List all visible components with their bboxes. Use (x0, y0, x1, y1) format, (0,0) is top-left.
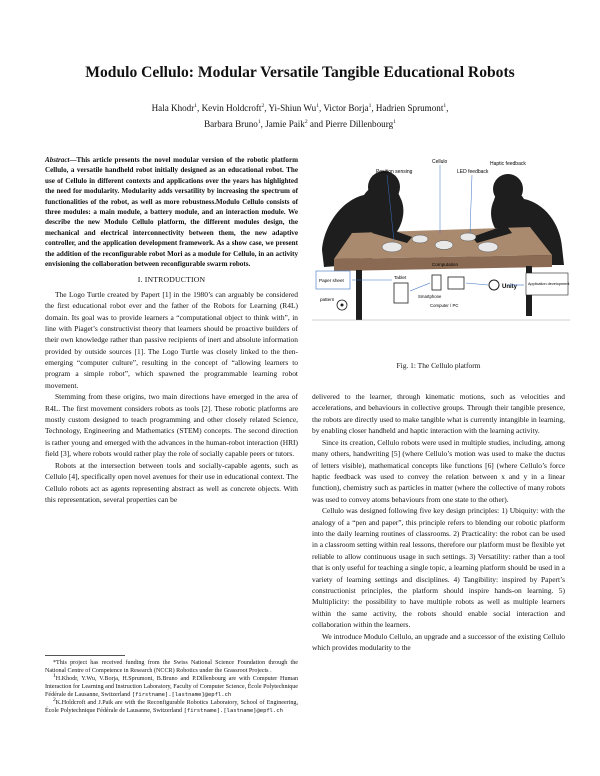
footnote-text: H.Khodr, Y.Wu, V.Borja, H.Sprumont, B.Bruno and P.Dillenbourg are with Computer Human Interaction for Learning and Instruction Laboratory, Faculty of Computer Science, École Polytechnique Fédérale de Lausanne, Switzerland (45, 676, 298, 699)
label-pattern: pattern (320, 297, 335, 302)
author-line-2 (90, 116, 510, 132)
intro-paragraph: Stemming from these origins, two main directions have emerged in the area of R4L. The first movement considers robots as tools [2]. These robotic platforms are mostly custom designed to teach programming and other closely related Science, Technology, Engineering and Mathematics (STEM) concepts. The second direction is rather young and emerged with the advances in the human-robot interaction (HRI) field [3], where robots would rather play the role of socially capable peers or tutors. (45, 392, 298, 459)
label-position-sensing: Position sensing (376, 169, 413, 175)
footnote-affiliation-1 (45, 675, 298, 699)
abstract-dash: — (69, 156, 77, 164)
affiliation-mark: 1 (257, 118, 261, 125)
intro-paragraph: The Logo Turtle created by Papert [1] in the 1980’s can arguably be considered the first educational robot ever and the father of the Robots for Learning (R4L) domain. Its goal was to provide learners a “computational object to think with”, in line with Piaget’s constructivist theory that learners should be proactive builders of their own knowledge rather than passive recipients of inert and absolute information provided by outside sources [1]. The Logo Turtle was closely linked to the then-emerging “computer culture”, resulting in the concept of “allowing learners to program a simple robot”, which spawned the programmable learning robot movement. (45, 289, 298, 390)
section-heading-introduction: I. INTRODUCTION (137, 275, 206, 285)
author-name: Pierre Dillenbourg (325, 119, 394, 129)
left-column (45, 155, 298, 506)
footnote-mark: 1 (53, 673, 56, 680)
intro-paragraph: delivered to the learner, through kinematic motions, such as velocities and accelerations, and behaviours in collective groups. Through their tangible presence, the robots are directly used to make tangible what is currently intangible in learning, by enabling closer handheld and haptic interaction with the learning activity. (312, 392, 565, 436)
paper-title: Modulo Cellulo: Modular Versatile Tangible Educational Robots (85, 64, 515, 81)
affiliation-mark: 1 (368, 102, 372, 109)
label-app-dev: Application development (528, 282, 570, 286)
label-smartphone: Smartphone (418, 294, 442, 299)
right-column (312, 391, 565, 654)
label-cellulo: Cellulo (432, 159, 448, 165)
abstract-lead: Abstract (45, 156, 70, 164)
footnote-text: K.Holdcroft and J.Paik are with the Reconfigurable Robotics Laboratory, School of Engineering, École Polytechnique Fédérale de Lausanne, Switzerland (45, 700, 298, 715)
footnote-mark: 2 (53, 697, 56, 704)
footnote-email: [firstname].[lastname]@epfl.ch (131, 692, 232, 699)
intro-paragraph: We introduce Modulo Cellulo, an upgrade and a successor of the existing Cellulo which provides modularity to the (312, 631, 565, 653)
affiliation-mark: 2 (304, 118, 308, 125)
label-unity: Unity (502, 284, 517, 290)
author-name: Hadrien Sprumont (375, 103, 444, 113)
computer-icon (448, 277, 464, 289)
author-separator: , (371, 103, 376, 113)
label-haptic: Haptic feedback (490, 161, 526, 167)
label-computer-pc: Computer / PC (430, 303, 459, 308)
footnote-email: [firstname].[lastname]@epfl.ch (183, 708, 283, 715)
child-head-right (493, 174, 523, 204)
table-leg (356, 270, 362, 320)
author-separator: , (319, 103, 324, 113)
author-name: Jamie Paik (265, 119, 305, 129)
smartphone-icon (432, 275, 441, 290)
abstract (45, 155, 298, 269)
author-separator: , (446, 103, 449, 113)
author-name: Yi-Shiun Wu (268, 103, 317, 113)
figure-illustration (312, 155, 570, 355)
figure-caption: Fig. 1: The Cellulo platform (396, 361, 481, 370)
cellulo-robot (412, 235, 428, 243)
figure-cellulo-platform (312, 155, 570, 355)
intro-paragraph: Since its creation, Cellulo robots were used in multiple studies, including, among many others, handwriting [5] (where Cellulo’s motion was used to make the ductus of letters visible), mathematical concepts like functions [6] (where Cellulo’s force haptic feedback was used to convey the relation between x and y in a linear function), chemistry such as particles in matter (where the collective of many robots was used to convey atoms behaviours from one state to the other). (312, 437, 565, 504)
affiliation-mark: 1 (443, 102, 447, 109)
author-line-1 (90, 100, 510, 116)
author-separator: , (264, 103, 269, 113)
child-head-left (368, 171, 400, 203)
cellulo-robot (382, 242, 402, 252)
label-tablet: Tablet (394, 275, 407, 280)
tablet-icon (394, 283, 408, 303)
intro-paragraph: Robots at the intersection between tools and socially-capable agents, such as Cellulo [4], specifically open novel avenues for their use in educational context. The Cellulo robots act as agents representing abstract as well as concrete objects. With this representation, several properties can be (45, 460, 298, 504)
author-list (90, 100, 510, 132)
cellulo-robot (435, 241, 453, 250)
intro-paragraph: Cellulo was designed following five key design principles: 1) Ubiquity: with the analogy of a “pen and paper”, this principle refers to blending our robotic platform into the daily learning routines of classrooms. 2) Practicality: the robot can be used in a classroom setting within real lessons, therefore our platform must be flexible yet reliable to allow continuous usage in such settings. 3) Versatility: rather than a tool that is only useful for teaching a single topic, a learning platform should be used in a variety of learning settings and disciplines. 4) Tangibility: inspired by Papert’s constructionist principles, the platform should inspire hands-on learning. 5) Multiplicity: the possibility to have multiple robots as well as multiple learners within the same activity, the robots should enable social interaction and collaboration within the learners. (312, 506, 565, 629)
footnote-affiliation-2 (45, 699, 298, 715)
affiliation-mark: 1 (316, 102, 319, 109)
footnote-rule (45, 655, 125, 656)
author-name: Hala Khodr (151, 103, 195, 113)
author-separator: , (197, 103, 202, 113)
cellulo-robot (460, 233, 476, 241)
label-computation: Computation (432, 262, 459, 267)
author-name: Victor Borja (323, 103, 369, 113)
arrow-line (466, 283, 488, 285)
cellulo-robot (478, 242, 498, 252)
abstract-text: This article presents the novel modular version of the robotic platform Cellulo, a versatile handheld robot initially designed as an educational robot. The use of Cellulo in different contexts and applications over the years has highlighted the need for modularity. Modularity adds versatility by increasing the spectrum of functionalities of the robot, as well as more robustness.Modulo Cellulo consists of three modules: a main module, a battery module, and an interaction module. We describe the new Modulo Cellulo platform, the different modules design, the mechanical and electrical interconnectivity between them, the new adaptive controller, and the application development framework. As a show case, we present the addition of the reconfigurable robot Mori as a module for Cellulo, in an activity envisioning the collaboration between reconfigurable swarm robots. (45, 156, 298, 269)
label-led: LED feedback (457, 169, 489, 175)
affiliation-mark: 1 (194, 102, 198, 109)
affiliation-mark: 1 (393, 118, 396, 125)
footnote-funding: *This project has received funding from the Swiss National Science Foundation through the National Centre of Competence in Research (NCCR) Robotics under the Grassroot Projects . (45, 660, 298, 675)
author-separator: and (307, 119, 326, 129)
affiliation-mark: 2 (261, 102, 265, 109)
pointer-line (470, 175, 472, 233)
pattern-target-center (341, 304, 344, 307)
unity-icon (489, 280, 499, 290)
footnotes (45, 655, 298, 715)
author-name: Kevin Holdcroft (201, 103, 262, 113)
arrow-line (410, 283, 430, 291)
label-paper-sheet: Paper sheet (319, 278, 344, 283)
author-separator: , (260, 119, 266, 129)
author-name: Barbara Bruno (204, 119, 258, 129)
